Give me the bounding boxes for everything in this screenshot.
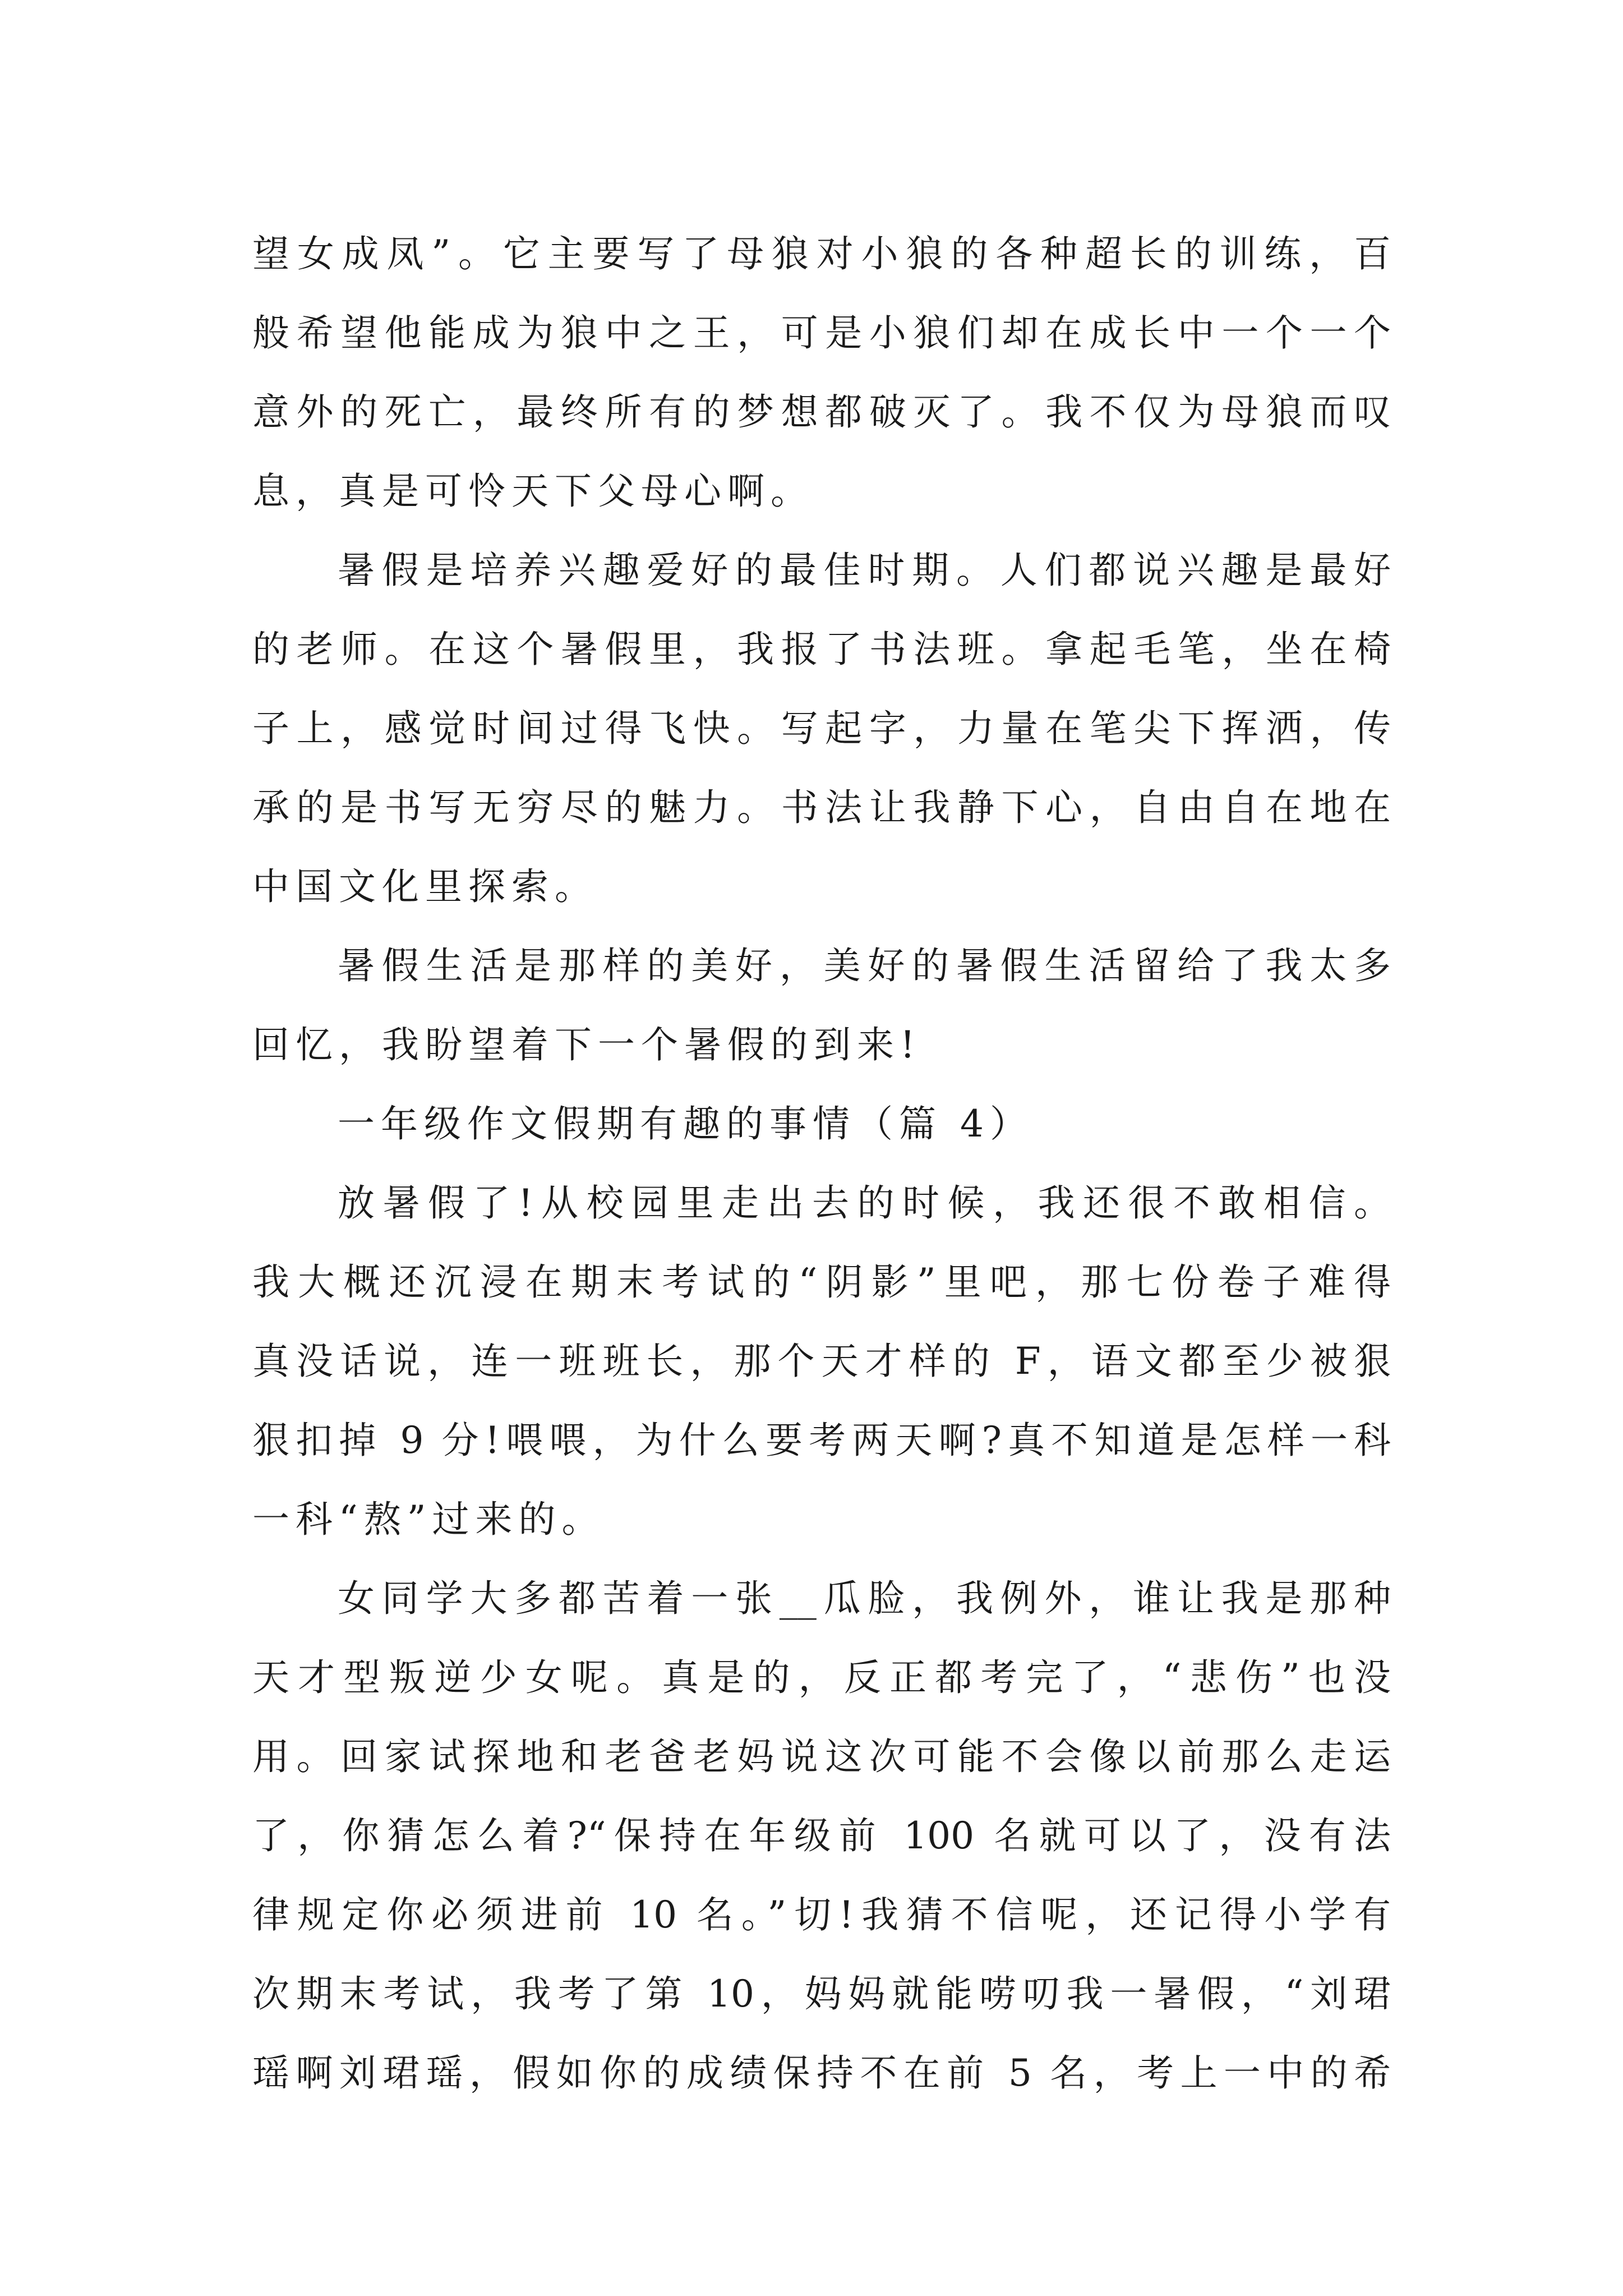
text-line: 真没话说，连一班班长，那个天才样的 F，语文都至少被狠 [252, 1340, 1391, 1383]
section-heading: 一年级作文假期有趣的事情（篇 4） [338, 1102, 1033, 1145]
document-body [252, 214, 1391, 2113]
text-line: 子上，感觉时间过得飞快。写起字，力量在笔尖下挥洒，传 [252, 707, 1391, 750]
text-line: 承的是书写无穷尽的魅力。书法让我静下心，自由自在地在 [252, 786, 1391, 829]
paragraph-start-line: 暑假生活是那样的美好，美好的暑假生活留给了我太多 [338, 944, 1391, 987]
text-line: 般希望他能成为狼中之王，可是小狼们却在成长中一个一个 [252, 311, 1391, 355]
text-line: 了，你猜怎么着?“保持在年级前 100 名就可以了，没有法 [252, 1814, 1391, 1857]
text-line: 天才型叛逆少女呢。真是的，反正都考完了，“悲伤”也没 [252, 1656, 1391, 1699]
text-line: 息，真是可怜天下父母心啊。 [252, 470, 814, 513]
paragraph-start-line: 女同学大多都苦着一张__瓜脸，我例外，谁让我是那种 [338, 1577, 1391, 1620]
text-line: 瑶啊刘珺瑶，假如你的成绩保持不在前 5 名，考上一中的希 [252, 2051, 1391, 2095]
paragraph-start-line: 放暑假了!从校园里走出去的时候，我还很不敢相信。 [338, 1181, 1391, 1225]
text-line: 狠扣掉 9 分!喂喂，为什么要考两天啊?真不知道是怎样一科 [252, 1419, 1391, 1462]
text-line: 意外的死亡，最终所有的梦想都破灭了。我不仅为母狼而叹 [252, 390, 1391, 434]
text-line: 中国文化里探索。 [252, 865, 598, 908]
text-line: 回忆，我盼望着下一个暑假的到来! [252, 1023, 921, 1066]
paragraph-start-line: 暑假是培养兴趣爱好的最佳时期。人们都说兴趣是最好 [338, 549, 1391, 592]
text-line: 的老师。在这个暑假里，我报了书法班。拿起毛笔，坐在椅 [252, 628, 1391, 671]
text-line: 次期末考试，我考了第 10，妈妈就能唠叨我一暑假，“刘珺 [252, 1972, 1391, 2016]
text-line: 一科“熬”过来的。 [252, 1498, 605, 1541]
text-line: 我大概还沉浸在期末考试的“阴影”里吧，那七份卷子难得 [252, 1260, 1391, 1304]
text-line: 用。回家试探地和老爸老妈说这次可能不会像以前那么走运 [252, 1735, 1391, 1778]
text-line: 律规定你必须进前 10 名。”切!我猜不信呢，还记得小学有 [252, 1893, 1391, 1936]
text-line: 望女成凤”。它主要写了母狼对小狼的各种超长的训练，百 [252, 232, 1391, 275]
